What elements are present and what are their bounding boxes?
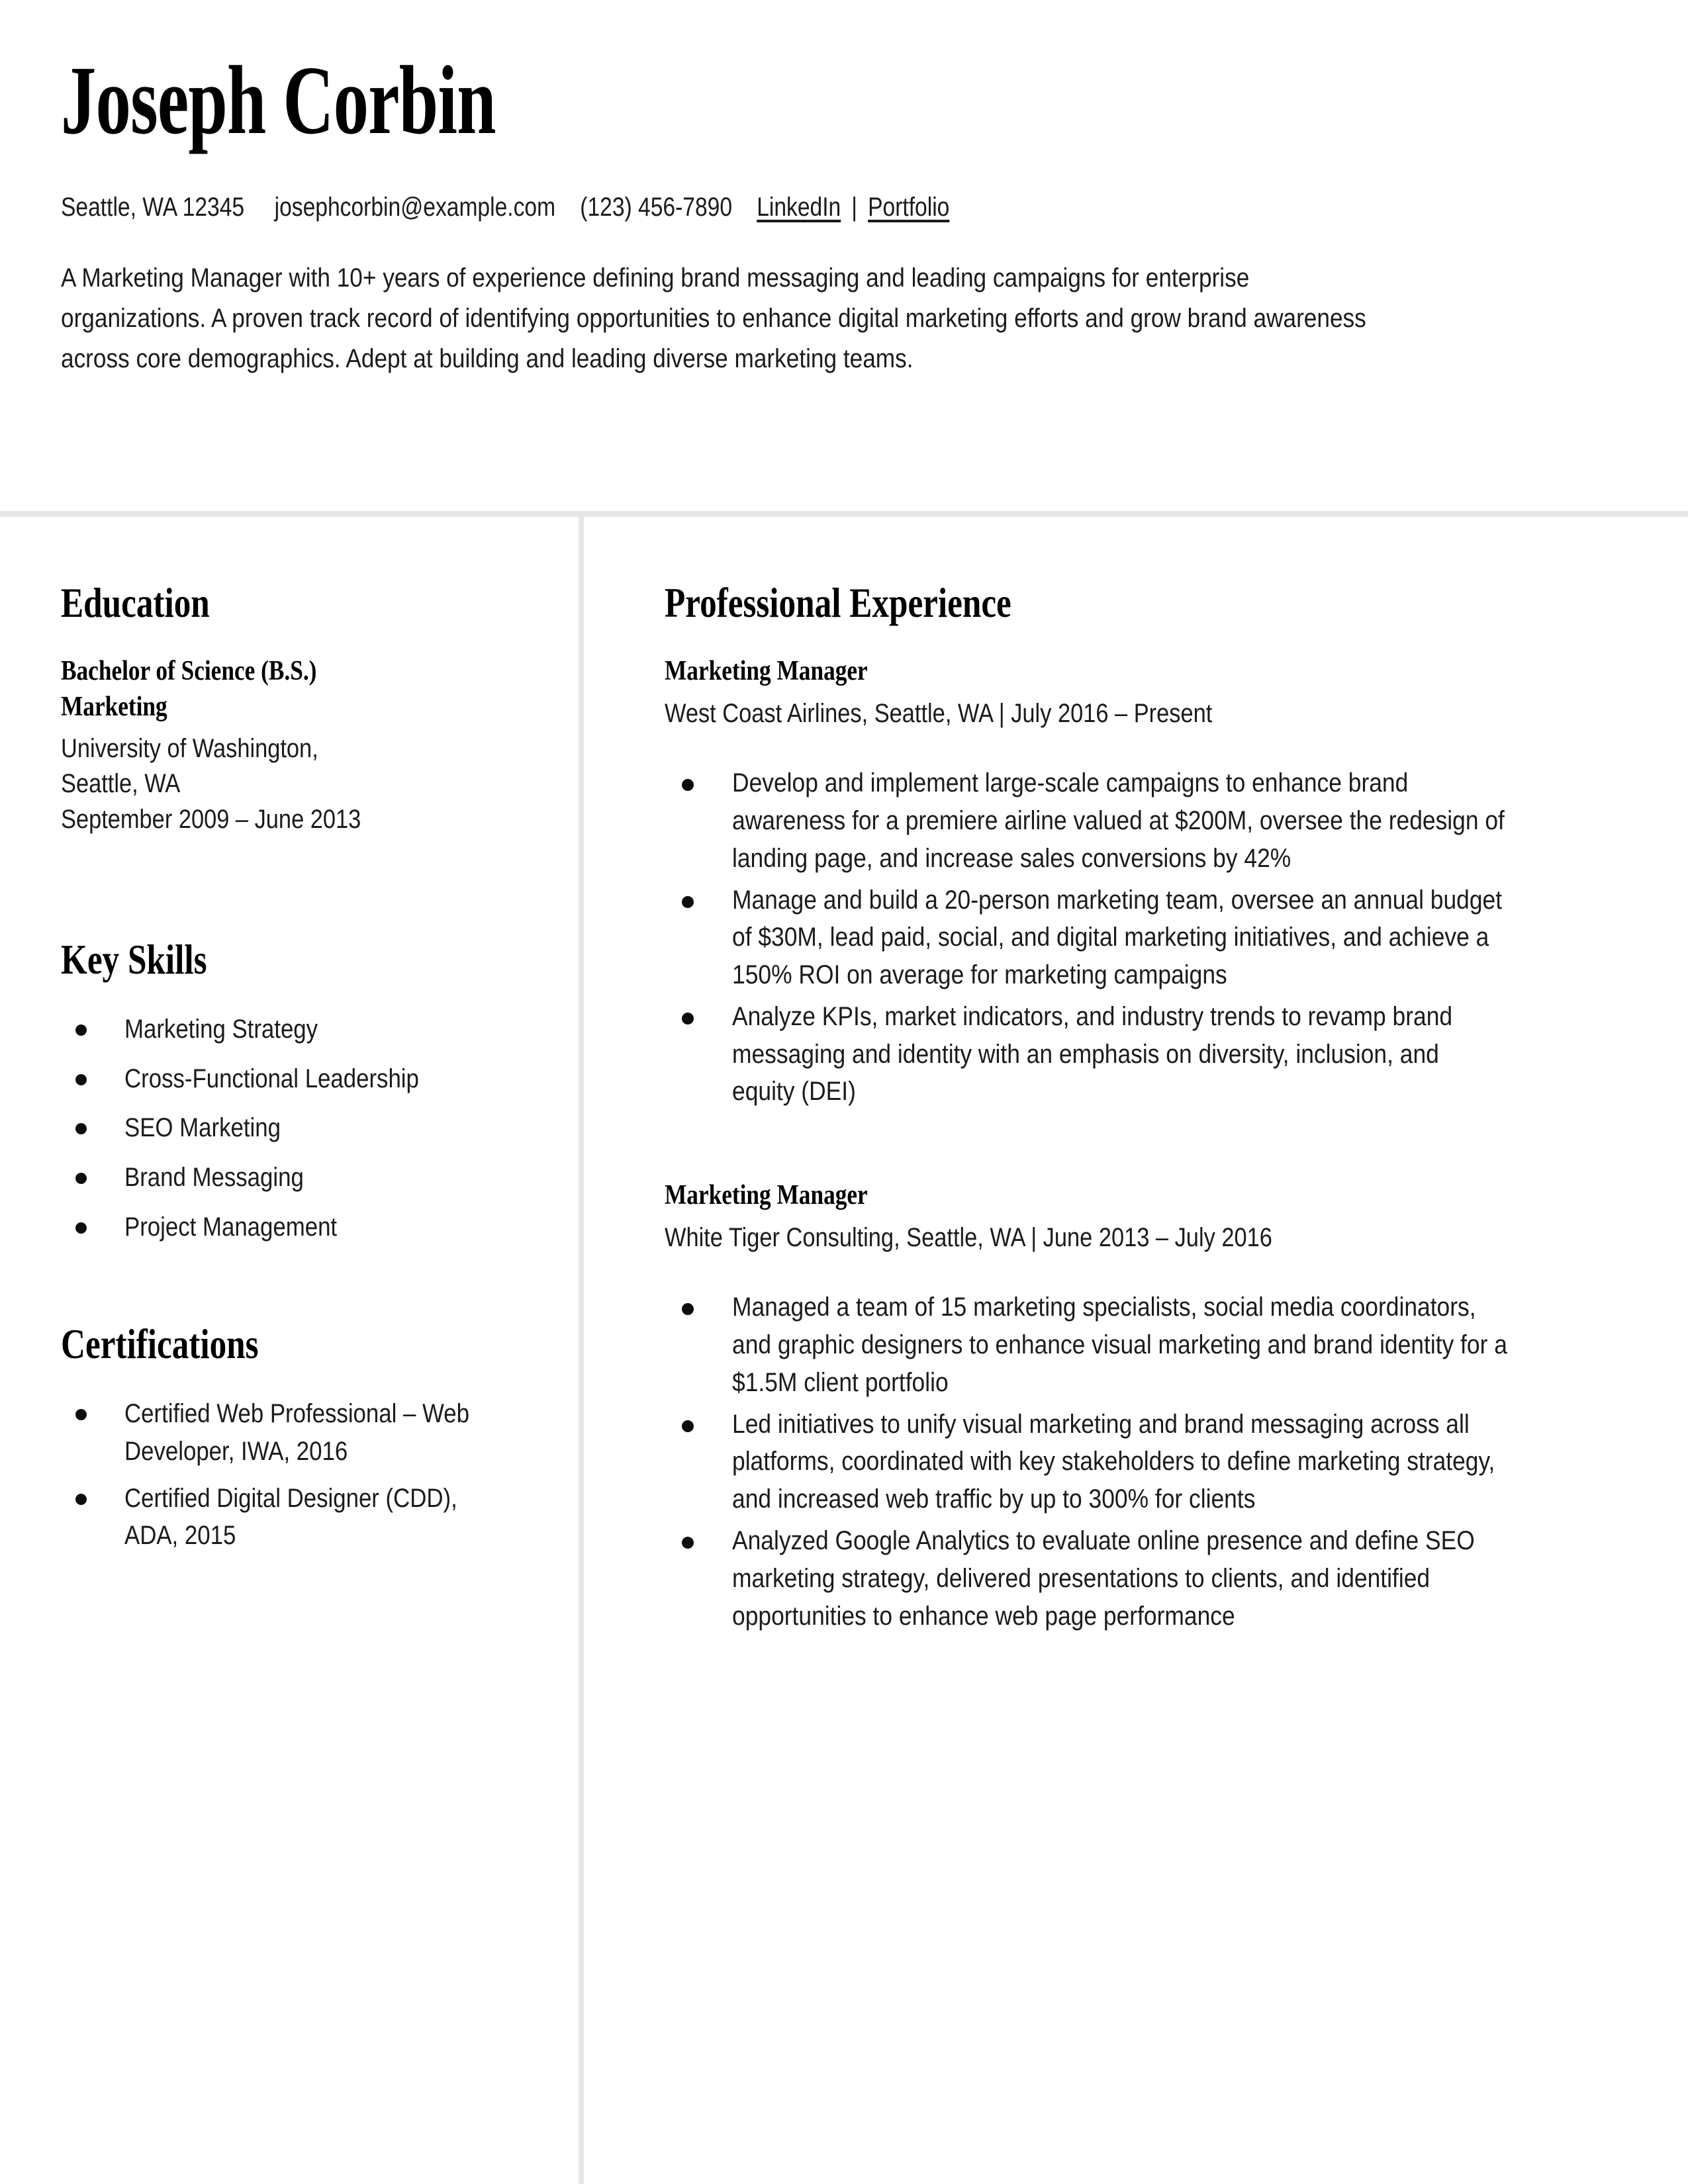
bullet-dot-icon bbox=[75, 1494, 87, 1505]
right-column bbox=[579, 517, 1688, 1639]
job-bullets-list bbox=[665, 1289, 1609, 1635]
bullet-dot-icon bbox=[75, 1173, 87, 1184]
job-role: Marketing Manager bbox=[665, 656, 868, 687]
list-item bbox=[665, 998, 1609, 1111]
certification-label: Certified Web Professional – Web Developer, IWA, 2016 bbox=[124, 1398, 469, 1466]
bullet-dot-icon bbox=[682, 1013, 694, 1024]
job-bullet-text: Managed a team of 15 marketing specialists, social media coordinators, and graphic designers to enhance visual marketing and brand identity for a $1.5M client portfolio bbox=[732, 1293, 1507, 1397]
contact-separator: | bbox=[851, 193, 858, 222]
job-role: Marketing Manager bbox=[665, 1180, 868, 1211]
portfolio-link[interactable]: Portfolio bbox=[868, 193, 950, 222]
header-divider bbox=[0, 511, 1688, 517]
list-item bbox=[665, 1522, 1609, 1635]
education-degree bbox=[61, 654, 462, 725]
education-school-line1: University of Washington, bbox=[61, 733, 318, 763]
key-skill-label: Brand Messaging bbox=[124, 1163, 304, 1193]
certifications-heading: Certifications bbox=[61, 1320, 259, 1367]
bullet-dot-icon bbox=[682, 1420, 694, 1432]
linkedin-link[interactable]: LinkedIn bbox=[757, 193, 841, 222]
list-item bbox=[61, 1060, 539, 1098]
list-item bbox=[61, 1159, 539, 1197]
key-skill-label: SEO Marketing bbox=[124, 1113, 281, 1143]
job-bullets-list bbox=[665, 764, 1609, 1111]
resume-body bbox=[0, 517, 1688, 1639]
certifications-list bbox=[61, 1395, 539, 1555]
job-meta: West Coast Airlines, Seattle, WA | July 2016 – Present bbox=[665, 698, 1213, 728]
bullet-dot-icon bbox=[75, 1222, 87, 1234]
key-skill-label: Cross-Functional Leadership bbox=[124, 1064, 419, 1093]
list-item bbox=[61, 1480, 539, 1555]
key-skills-list bbox=[61, 1011, 539, 1246]
list-item bbox=[665, 764, 1609, 877]
contact-email: josephcorbin@example.com bbox=[274, 193, 556, 222]
contact-phone: (123) 456-7890 bbox=[580, 193, 733, 222]
professional-experience-section bbox=[665, 580, 1609, 1635]
entry-spacer bbox=[665, 1115, 1609, 1178]
key-skill-label: Project Management bbox=[124, 1212, 338, 1242]
bullet-dot-icon bbox=[75, 1123, 87, 1134]
section-spacer bbox=[61, 838, 539, 937]
certifications-section bbox=[61, 1322, 539, 1555]
job-bullet-text: Analyze KPIs, market indicators, and industry trends to revamp brand messaging and identity with an emphasis on diversity, inclusion, and equity (DEI) bbox=[732, 1001, 1453, 1107]
job-bullet-text: Analyzed Google Analytics to evaluate online presence and define SEO marketing strategy, delivered presentations to clients, and identified opportunities to enhance web page performance bbox=[732, 1525, 1475, 1631]
bullet-dot-icon bbox=[75, 1074, 87, 1085]
education-school-line2: Seattle, WA bbox=[61, 769, 181, 799]
list-item bbox=[665, 882, 1609, 994]
list-item bbox=[665, 1289, 1609, 1401]
bullet-dot-icon bbox=[75, 1024, 87, 1036]
key-skill-label: Marketing Strategy bbox=[124, 1014, 318, 1044]
job-meta: White Tiger Consulting, Seattle, WA | June 2013 – July 2016 bbox=[665, 1222, 1272, 1252]
section-spacer bbox=[61, 1258, 539, 1322]
education-degree-line1: Bachelor of Science (B.S.) bbox=[61, 656, 317, 687]
job-bullet-text: Manage and build a 20-person marketing team, oversee an annual budget of $30M, lead paid, social, and digital marketing initiatives, and achieve a 150% ROI on average for marketing campaigns bbox=[732, 885, 1503, 990]
education-degree-line2: Marketing bbox=[61, 691, 167, 722]
job-bullet-text: Led initiatives to unify visual marketing and brand messaging across all platforms, coordinated with key stakeholders to define marketing strategy, and increased web traffic by up to 300% for clients bbox=[732, 1409, 1495, 1514]
education-section bbox=[61, 580, 539, 838]
list-item bbox=[61, 1109, 539, 1147]
left-column bbox=[0, 517, 579, 1639]
job-bullet-text: Develop and implement large-scale campaigns to enhance brand awareness for a premiere airline valued at $200M, oversee the redesign of landing page, and increase sales conversions by 42% bbox=[732, 768, 1505, 873]
list-item bbox=[61, 1208, 539, 1246]
entry-spacer bbox=[665, 1255, 1609, 1289]
education-heading: Education bbox=[61, 579, 210, 626]
bullet-dot-icon bbox=[682, 1303, 694, 1315]
bullet-dot-icon bbox=[682, 779, 694, 791]
list-item bbox=[665, 1406, 1609, 1518]
certification-label: Certified Digital Designer (CDD), ADA, 2015 bbox=[124, 1483, 457, 1551]
list-item bbox=[61, 1395, 539, 1471]
contact-line bbox=[61, 191, 1376, 224]
bullet-dot-icon bbox=[682, 896, 694, 908]
list-item bbox=[61, 1011, 539, 1048]
page-title: Joseph Corbin bbox=[61, 46, 496, 155]
education-school bbox=[61, 731, 472, 838]
bullet-dot-icon bbox=[75, 1409, 87, 1420]
key-skills-section bbox=[61, 937, 539, 1246]
entry-spacer bbox=[665, 731, 1609, 764]
experience-entry bbox=[665, 654, 1609, 1111]
contact-location: Seattle, WA 12345 bbox=[61, 193, 245, 222]
professional-experience-heading: Professional Experience bbox=[665, 579, 1011, 626]
resume-header bbox=[0, 0, 1688, 379]
professional-summary: A Marketing Manager with 10+ years of experience defining brand messaging and leading campaigns for enterprise organizations. A proven track record of identifying opportunities to enhance digital marketing efforts and grow brand awareness across core demographics. Adept at building and leading diverse marketing teams. bbox=[61, 263, 1366, 373]
key-skills-heading: Key Skills bbox=[61, 935, 207, 983]
education-dates: September 2009 – June 2013 bbox=[61, 805, 361, 835]
bullet-dot-icon bbox=[682, 1537, 694, 1549]
experience-entry bbox=[665, 1178, 1609, 1635]
